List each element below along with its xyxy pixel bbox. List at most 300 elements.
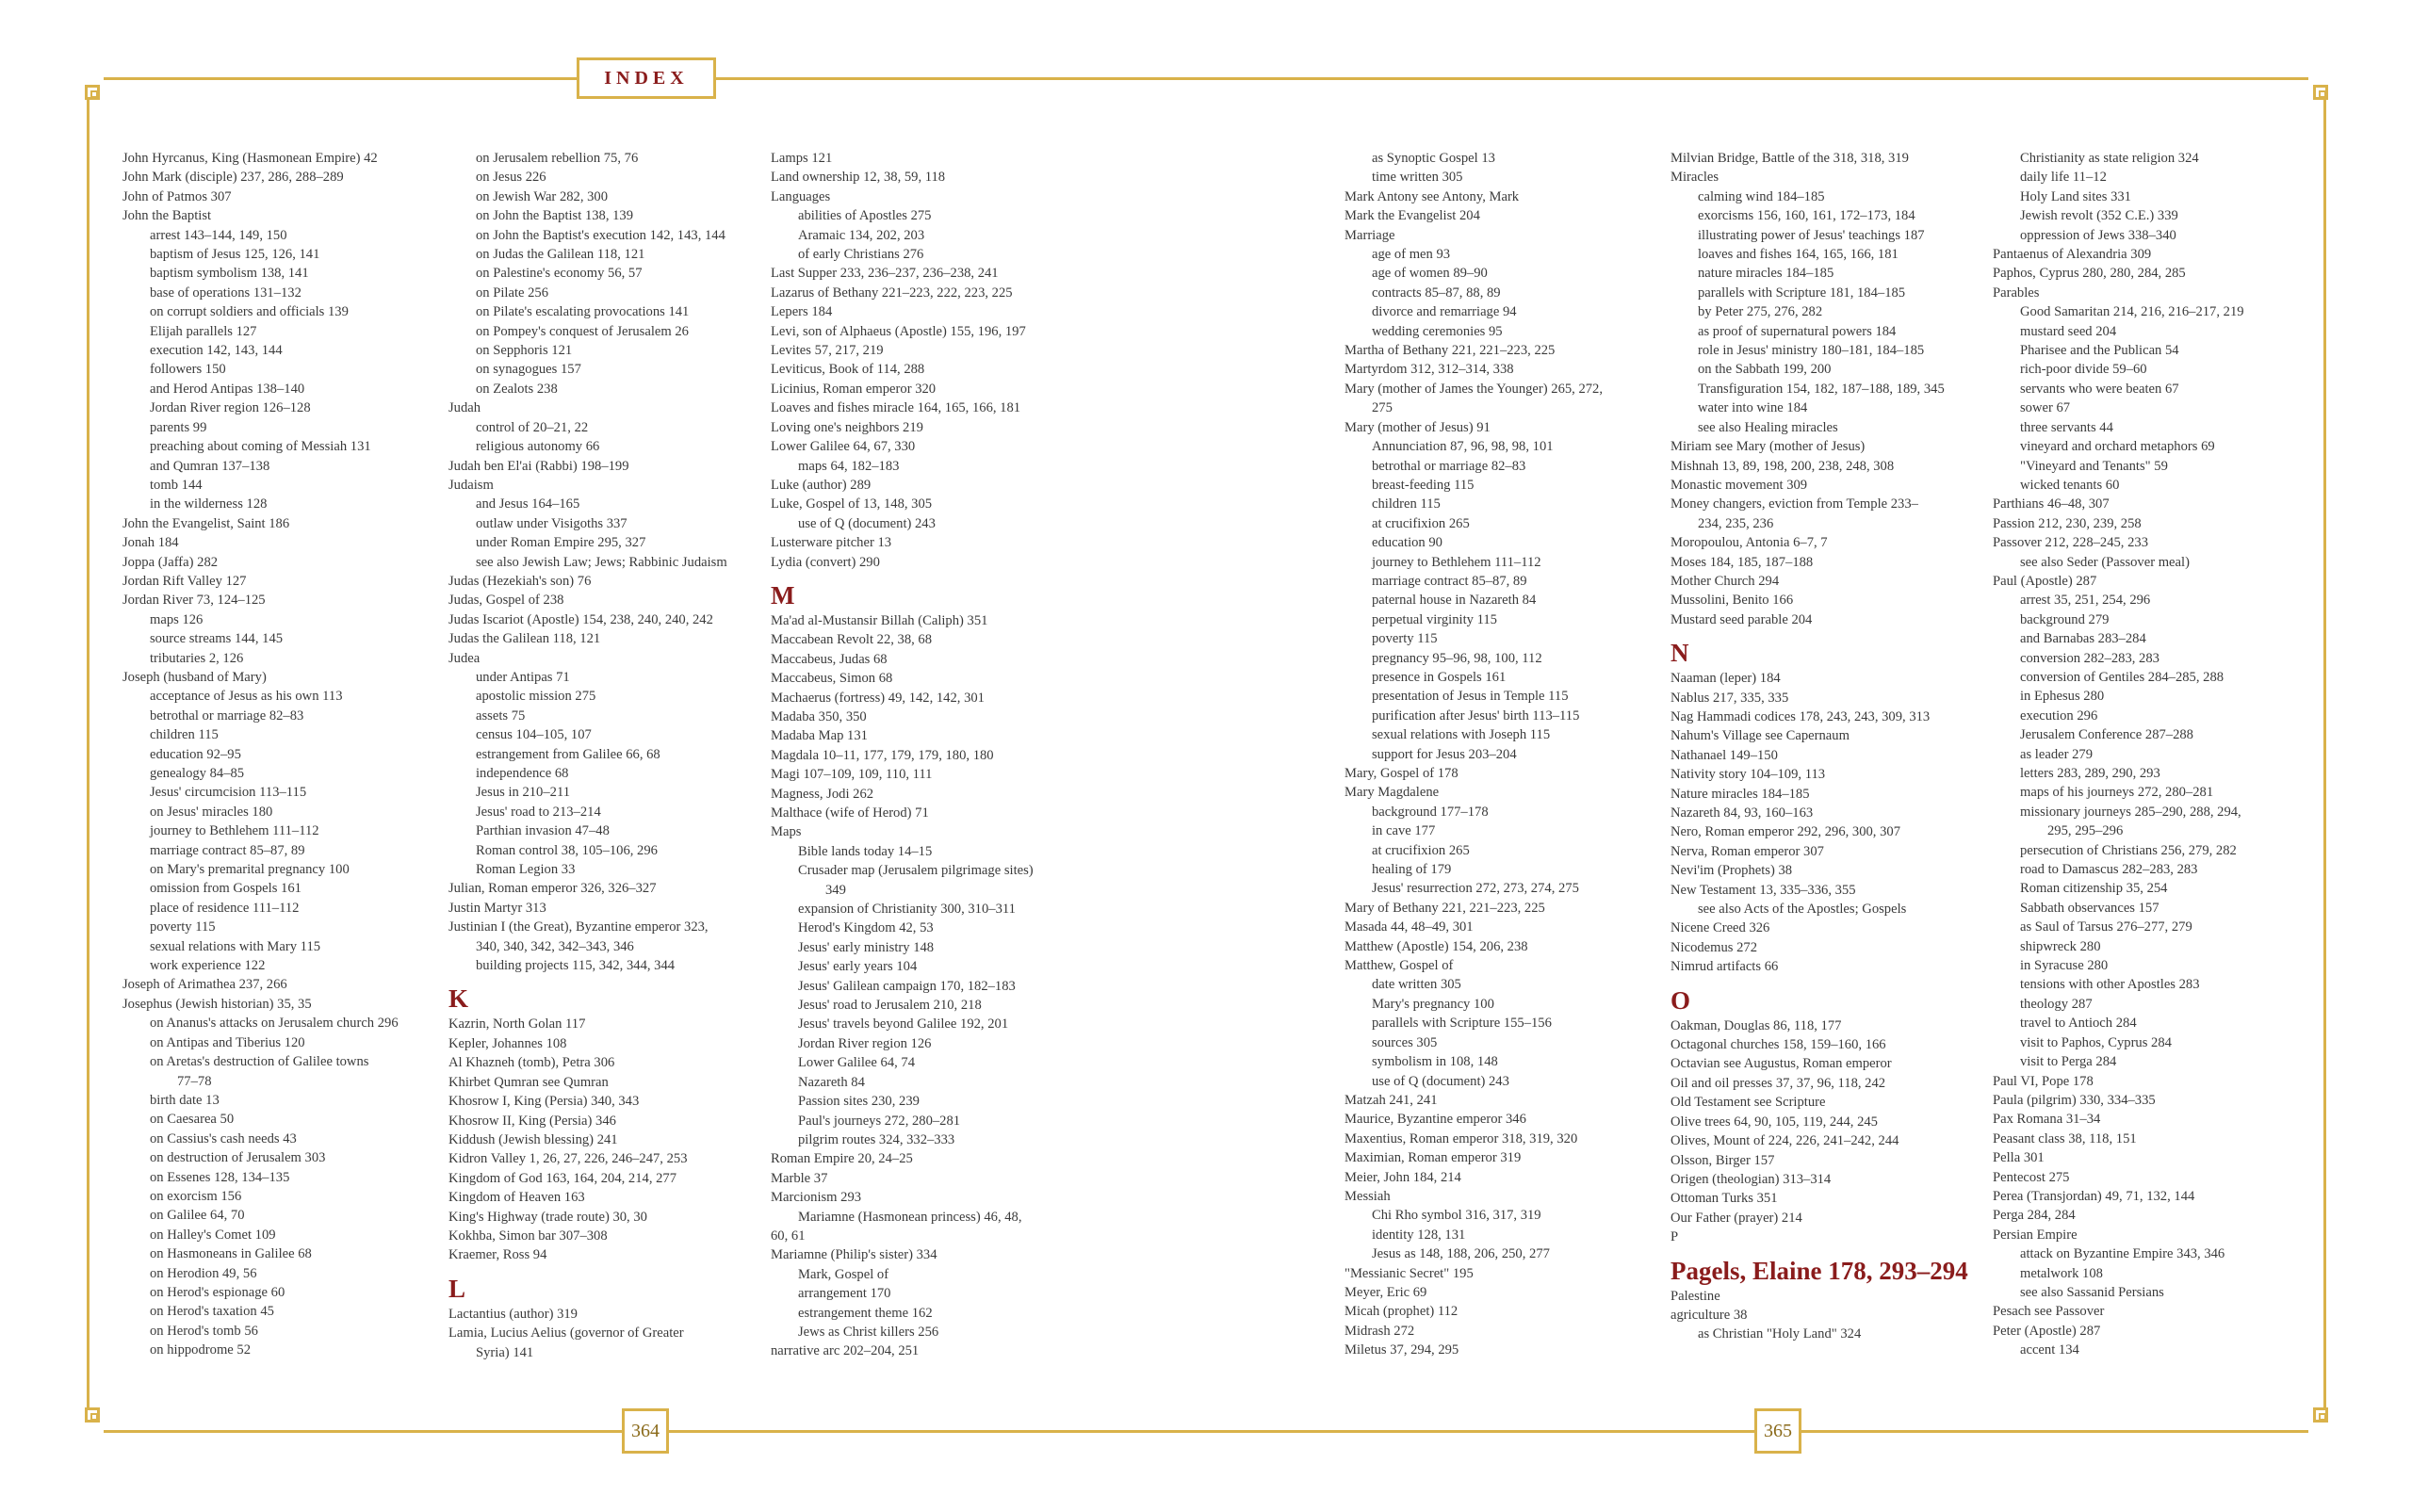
index-entry: Miracles (1670, 170, 1719, 186)
section-letter: L (448, 1274, 466, 1303)
index-entry: on John the Baptist 138, 139 (476, 208, 634, 224)
index-entry: see also Acts of the Apostles; Gospels (1698, 902, 1907, 918)
index-entry: at crucifixion 265 (1372, 842, 1470, 858)
index-entry: Jesus' road to 213–214 (476, 804, 601, 820)
index-entry: Milvian Bridge, Battle of the 318, 318, 319 (1670, 151, 1909, 166)
index-entry: Pentecost 275 (1993, 1169, 2070, 1185)
index-entry: execution 142, 143, 144 (150, 343, 283, 359)
index-entry: Ma'ad al-Mustansir Billah (Caliph) 351 (771, 612, 988, 628)
index-entry: Joseph (husband of Mary) (122, 669, 267, 685)
index-entry: Nicodemus 272 (1670, 939, 1758, 955)
index-entry: Jordan River region 126–128 (150, 400, 311, 416)
index-entry: Matthew, Gospel of (1345, 958, 1454, 974)
index-entry: New Testament 13, 335–336, 355 (1670, 882, 1856, 898)
index-entry: on Essenes 128, 134–135 (150, 1169, 290, 1185)
index-entry: maps of his journeys 272, 280–281 (2020, 785, 2214, 801)
index-entry: Mother Church 294 (1670, 573, 1780, 589)
index-entry: Nag Hammadi codices 178, 243, 243, 309, 313 (1670, 708, 1931, 724)
index-entry: Pantaenus of Alexandria 309 (1993, 247, 2152, 263)
index-entry: Jesus' circumcision 113–115 (150, 785, 307, 801)
index-entry: Maurice, Byzantine emperor 346 (1345, 1112, 1526, 1128)
index-entry: Miriam see Mary (mother of Jesus) (1670, 439, 1866, 455)
index-entry: Lydia (convert) 290 (771, 554, 880, 570)
index-entry: theology 287 (2020, 996, 2093, 1012)
section-letter: Pagels, Elaine 178, 293–294 (1670, 1256, 1968, 1285)
index-entry: symbolism in 108, 148 (1372, 1054, 1498, 1070)
index-entry: Nero, Roman emperor 292, 296, 300, 307 (1670, 824, 1900, 840)
index-entry: on Herod's tomb 56 (150, 1323, 258, 1339)
index-entry: maps 126 (150, 611, 204, 627)
index-entry: Mark the Evangelist 204 (1345, 208, 1480, 224)
index-entry: by Peter 275, 276, 282 (1698, 304, 1823, 320)
index-entry: Jesus' road to Jerusalem 210, 218 (798, 998, 982, 1014)
index-entry: Olives, Mount of 224, 226, 241–242, 244 (1670, 1133, 1899, 1149)
index-entry: Leviticus, Book of 114, 288 (771, 362, 925, 378)
index-entry: shipwreck 280 (2020, 938, 2101, 954)
index-entry: Mary (mother of Jesus) 91 (1345, 419, 1491, 435)
index-entry: agriculture 38 (1670, 1307, 1748, 1323)
index-entry: sexual relations with Joseph 115 (1372, 727, 1551, 743)
index-entry: Perga 284, 284 (1993, 1208, 2076, 1224)
index-entry: Kiddush (Jewish blessing) 241 (448, 1131, 618, 1147)
index-entry: Ottoman Turks 351 (1670, 1191, 1778, 1207)
index-entry: control of 20–21, 22 (476, 419, 589, 435)
index-entry: date written 305 (1372, 977, 1461, 993)
index-entry: rich-poor divide 59–60 (2020, 362, 2147, 378)
frame-bottom-line-a (104, 1430, 622, 1433)
index-entry: Mishnah 13, 89, 198, 200, 238, 248, 308 (1670, 458, 1895, 474)
index-entry: Lamia, Lucius Aelius (governor of Greater (448, 1325, 684, 1341)
index-entry: followers 150 (150, 362, 226, 378)
index-entry: on Jerusalem rebellion 75, 76 (476, 151, 639, 166)
index-entry: Chi Rho symbol 316, 317, 319 (1372, 1208, 1541, 1224)
index-entry: as proof of supernatural powers 184 (1698, 323, 1897, 339)
index-entry: sower 67 (2020, 400, 2071, 416)
index-entry: visit to Perga 284 (2020, 1054, 2117, 1070)
index-entry: Martyrdom 312, 312–314, 338 (1345, 362, 1514, 378)
index-entry: Joseph of Arimathea 237, 266 (122, 977, 287, 993)
index-entry: Marriage (1345, 227, 1395, 243)
index-entry: John Mark (disciple) 237, 286, 288–289 (122, 170, 344, 186)
index-entry: Nerva, Roman emperor 307 (1670, 843, 1824, 859)
index-entry: in Ephesus 280 (2020, 689, 2105, 705)
index-entry: Elijah parallels 127 (150, 323, 257, 339)
index-entry: census 104–105, 107 (476, 727, 592, 743)
index-entry: Annunciation 87, 96, 98, 98, 101 (1372, 439, 1554, 455)
index-entry: Nimrud artifacts 66 (1670, 959, 1779, 975)
index-entry: and Barnabas 283–284 (2020, 631, 2146, 647)
index-entry: sexual relations with Mary 115 (150, 938, 321, 954)
index-entry: accent 134 (2020, 1342, 2079, 1358)
index-entry: 295, 295–296 (2047, 823, 2124, 839)
index-entry: Levites 57, 217, 219 (771, 343, 884, 359)
index-entry: Magness, Jodi 262 (771, 786, 874, 802)
index-entry: "Vineyard and Tenants" 59 (2020, 458, 2168, 474)
index-entry: background 279 (2020, 611, 2110, 627)
index-entry: Nablus 217, 335, 335 (1670, 690, 1789, 706)
index-entry: Moropoulou, Antonia 6–7, 7 (1670, 535, 1828, 551)
index-entry: Pesach see Passover (1993, 1304, 2105, 1320)
index-entry: Jesus' early ministry 148 (798, 939, 935, 955)
index-entry: on Cassius's cash needs 43 (150, 1130, 297, 1146)
index-entry: execution 296 (2020, 707, 2098, 723)
index-entry: purification after Jesus' birth 113–115 (1372, 707, 1580, 723)
index-entry: Mark, Gospel of (798, 1266, 889, 1282)
page-number-left: 364 (622, 1408, 669, 1454)
index-entry: marriage contract 85–87, 89 (1372, 573, 1527, 589)
index-entry: arrest 143–144, 149, 150 (150, 227, 287, 243)
index-entry: Madaba 350, 350 (771, 708, 867, 724)
index-entry: on Pompey's conquest of Jerusalem 26 (476, 323, 689, 339)
index-entry: Persian Empire (1993, 1227, 2078, 1243)
index-entry: Jesus' early years 104 (798, 959, 918, 975)
index-entry: betrothal or marriage 82–83 (1372, 458, 1526, 474)
index-entry: narrative arc 202–204, 251 (771, 1343, 920, 1359)
index-entry: maps 64, 182–183 (798, 458, 900, 474)
index-entry: in the wilderness 128 (150, 496, 268, 512)
index-entry: John Hyrcanus, King (Hasmonean Empire) 42 (122, 151, 378, 166)
index-entry: role in Jesus' ministry 180–181, 184–185 (1698, 343, 1925, 359)
index-entry: metalwork 108 (2020, 1265, 2103, 1281)
index-entry: Aramaic 134, 202, 203 (798, 227, 925, 243)
index-entry: age of women 89–90 (1372, 266, 1488, 282)
index-entry: nature miracles 184–185 (1698, 266, 1834, 282)
index-entry: on the Sabbath 199, 200 (1698, 362, 1832, 378)
index-entry: at crucifixion 265 (1372, 515, 1470, 531)
index-entry: Our Father (prayer) 214 (1670, 1210, 1802, 1226)
index-entry: Nathanael 149–150 (1670, 747, 1778, 763)
index-column-1 (122, 149, 424, 1360)
page-number-right: 365 (1754, 1408, 1801, 1454)
index-entry: Judas (Hezekiah's son) 76 (448, 573, 592, 589)
section-letter: O (1670, 985, 1691, 1015)
frame-right-line (2323, 100, 2326, 1411)
index-entry: Octagonal churches 158, 159–160, 166 (1670, 1037, 1886, 1053)
index-entry: Passion 212, 230, 239, 258 (1993, 515, 2142, 531)
index-entry: Lower Galilee 64, 67, 330 (771, 439, 916, 455)
index-entry: 349 (825, 882, 846, 898)
index-entry: on Sepphoris 121 (476, 343, 573, 359)
index-entry: Money changers, eviction from Temple 233– (1670, 496, 1918, 512)
index-entry: Malthace (wife of Herod) 71 (771, 805, 929, 821)
index-entry: Mary, Gospel of 178 (1345, 766, 1459, 781)
index-entry: on Jesus 226 (476, 170, 546, 186)
index-entry: Jewish revolt (352 C.E.) 339 (2020, 208, 2178, 224)
index-entry: see also Sassanid Persians (2020, 1284, 2164, 1300)
index-entry: Machaerus (fortress) 49, 142, 142, 301 (771, 690, 985, 706)
index-entry: Meyer, Eric 69 (1345, 1284, 1427, 1300)
index-entry: Maccabeus, Simon 68 (771, 671, 893, 687)
index-entry: Lactantius (author) 319 (448, 1306, 578, 1322)
index-entry: under Antipas 71 (476, 669, 570, 685)
index-entry: Roman control 38, 105–106, 296 (476, 842, 658, 858)
frame-top-line-right (716, 77, 2308, 80)
index-entry: divorce and remarriage 94 (1372, 304, 1517, 320)
index-entry: Jonah 184 (122, 535, 179, 551)
index-entry: 77–78 (177, 1073, 212, 1089)
index-entry: on Jesus' miracles 180 (150, 804, 273, 820)
index-entry: Miletus 37, 294, 295 (1345, 1342, 1459, 1358)
index-entry: Mary of Bethany 221, 221–223, 225 (1345, 900, 1545, 916)
frame-left-line (87, 100, 90, 1411)
index-entry: Maccabean Revolt 22, 38, 68 (771, 632, 933, 648)
index-entry: outlaw under Visigoths 337 (476, 515, 627, 531)
index-entry: Languages (771, 188, 831, 204)
index-entry: Kingdom of Heaven 163 (448, 1190, 585, 1206)
index-column-6 (1993, 149, 2294, 1360)
index-entry: Bible lands today 14–15 (798, 843, 933, 859)
index-entry: wicked tenants 60 (2020, 477, 2120, 493)
index-entry: on Pilate 256 (476, 285, 549, 301)
index-entry: servants who were beaten 67 (2020, 381, 2179, 397)
index-entry: Lamps 121 (771, 151, 833, 166)
index-entry: Jesus in 210–211 (476, 785, 570, 801)
index-entry: Maps (771, 824, 802, 840)
index-entry: visit to Paphos, Cyprus 284 (2020, 1034, 2172, 1050)
index-entry: Paul VI, Pope 178 (1993, 1073, 2094, 1089)
index-entry: on Judas the Galilean 118, 121 (476, 247, 645, 263)
index-entry: presence in Gospels 161 (1372, 669, 1507, 685)
index-entry: Transfiguration 154, 182, 187–188, 189, 345 (1698, 381, 1945, 397)
index-entry: apostolic mission 275 (476, 689, 596, 705)
index-entry: Loving one's neighbors 219 (771, 419, 923, 435)
index-entry: arrangement 170 (798, 1286, 891, 1302)
index-entry: on Halley's Comet 109 (150, 1227, 276, 1243)
index-entry: Midrash 272 (1345, 1323, 1415, 1339)
index-entry: on Jewish War 282, 300 (476, 188, 609, 204)
index-entry: Jesus' resurrection 272, 273, 274, 275 (1372, 881, 1579, 897)
index-entry: presentation of Jesus in Temple 115 (1372, 689, 1569, 705)
index-entry: Land ownership 12, 38, 59, 118 (771, 170, 946, 186)
index-entry: children 115 (1372, 496, 1441, 512)
index-entry: Nazareth 84 (798, 1074, 865, 1090)
index-entry: Olive trees 64, 90, 105, 119, 244, 245 (1670, 1114, 1878, 1130)
index-entry: oppression of Jews 338–340 (2020, 227, 2176, 243)
index-entry: on Aretas's destruction of Galilee towns (150, 1054, 369, 1070)
index-entry: Justinian I (the Great), Byzantine emperor 323, (448, 919, 709, 935)
index-entry: Judas, Gospel of 238 (448, 593, 564, 609)
index-entry: daily life 11–12 (2020, 170, 2107, 186)
index-entry: John the Baptist (122, 208, 212, 224)
index-entry: tributaries 2, 126 (150, 650, 244, 666)
index-entry: Judah ben El'ai (Rabbi) 198–199 (448, 458, 629, 474)
index-entry: Jordan Rift Valley 127 (122, 573, 247, 589)
index-entry: Nazareth 84, 93, 160–163 (1670, 805, 1814, 821)
index-entry: source streams 144, 145 (150, 631, 284, 647)
index-entry: on Herod's espionage 60 (150, 1284, 285, 1300)
index-entry: paternal house in Nazareth 84 (1372, 593, 1537, 609)
index-entry: Magdala 10–11, 177, 179, 179, 180, 180 (771, 747, 994, 763)
index-entry: poverty 115 (150, 919, 216, 935)
index-entry: letters 283, 289, 290, 293 (2020, 766, 2160, 781)
index-entry: attack on Byzantine Empire 343, 346 (2020, 1246, 2225, 1262)
index-entry: Pella 301 (1993, 1150, 2045, 1166)
index-entry: Parthian invasion 47–48 (476, 823, 610, 839)
index-entry: tomb 144 (150, 477, 203, 493)
index-entry: identity 128, 131 (1372, 1227, 1466, 1243)
index-entry: on Galilee 64, 70 (150, 1208, 245, 1224)
index-entry: Mariamne (Hasmonean princess) 46, 48, (798, 1209, 1022, 1225)
index-entry: Jordan River 73, 124–125 (122, 593, 266, 609)
index-entry: omission from Gospels 161 (150, 881, 302, 897)
index-entry: Jesus as 148, 188, 206, 250, 277 (1372, 1246, 1550, 1262)
index-entry: Maximian, Roman emperor 319 (1345, 1150, 1522, 1166)
index-entry: Maccabeus, Judas 68 (771, 651, 888, 667)
index-entry: and Herod Antipas 138–140 (150, 381, 305, 397)
index-entry: on Hasmoneans in Galilee 68 (150, 1246, 312, 1262)
index-entry: genealogy 84–85 (150, 766, 245, 781)
index-entry: place of residence 111–112 (150, 900, 300, 916)
index-entry: 275 (1372, 400, 1393, 416)
index-entry: Lower Galilee 64, 74 (798, 1055, 916, 1071)
index-entry: Octavian see Augustus, Roman emperor (1670, 1056, 1892, 1072)
index-entry: expansion of Christianity 300, 310–311 (798, 902, 1016, 918)
index-entry: persecution of Christians 256, 279, 282 (2020, 842, 2237, 858)
frame-corner-ornament (2313, 85, 2328, 100)
index-entry: Nicene Creed 326 (1670, 920, 1770, 936)
index-entry: under Roman Empire 295, 327 (476, 535, 646, 551)
index-entry: vineyard and orchard metaphors 69 (2020, 439, 2215, 455)
index-entry: see also Jewish Law; Jews; Rabbinic Judaism (476, 554, 727, 570)
index-entry: children 115 (150, 727, 219, 743)
index-entry: Micah (prophet) 112 (1345, 1304, 1459, 1320)
index-entry: John the Evangelist, Saint 186 (122, 515, 290, 531)
index-entry: Pharisee and the Publican 54 (2020, 343, 2179, 359)
index-entry: on Zealots 238 (476, 381, 558, 397)
index-entry: Kidron Valley 1, 26, 27, 226, 246–247, 253 (448, 1151, 688, 1167)
index-column-5 (1670, 149, 1972, 1344)
index-entry: Magi 107–109, 109, 110, 111 (771, 767, 933, 783)
index-entry: and Jesus 164–165 (476, 496, 580, 512)
index-entry: Kepler, Johannes 108 (448, 1035, 567, 1051)
index-entry: Parthians 46–48, 307 (1993, 496, 2110, 512)
index-entry: King's Highway (trade route) 30, 30 (448, 1209, 647, 1225)
index-entry: Crusader map (Jerusalem pilgrimage sites) (798, 863, 1034, 879)
index-entry: wedding ceremonies 95 (1372, 323, 1503, 339)
index-entry: Judas the Galilean 118, 121 (448, 631, 601, 647)
index-entry: Nevi'im (Prophets) 38 (1670, 863, 1793, 879)
index-entry: John of Patmos 307 (122, 188, 232, 204)
index-entry: of early Christians 276 (798, 247, 924, 263)
index-entry: on Caesarea 50 (150, 1112, 235, 1128)
index-entry: Passion sites 230, 239 (798, 1094, 920, 1110)
section-letter: M (771, 580, 795, 610)
index-entry: healing of 179 (1372, 862, 1452, 878)
index-entry: contracts 85–87, 88, 89 (1372, 285, 1501, 301)
index-entry: on exorcism 156 (150, 1188, 242, 1204)
index-entry: "Messianic Secret" 195 (1345, 1265, 1474, 1281)
index-entry: building projects 115, 342, 344, 344 (476, 958, 676, 974)
index-entry: independence 68 (476, 766, 569, 781)
index-entry: arrest 35, 251, 254, 296 (2020, 593, 2151, 609)
index-entry: Paul's journeys 272, 280–281 (798, 1113, 961, 1129)
index-entry: Madaba Map 131 (771, 728, 868, 744)
index-entry: in cave 177 (1372, 823, 1436, 839)
index-entry: baptism of Jesus 125, 126, 141 (150, 247, 320, 263)
index-entry: Mariamne (Philip's sister) 334 (771, 1247, 937, 1263)
index-entry: use of Q (document) 243 (1372, 1073, 1509, 1089)
index-entry: Pax Romana 31–34 (1993, 1112, 2101, 1128)
index-entry: Peasant class 38, 118, 151 (1993, 1130, 2137, 1146)
index-entry: Roman Empire 20, 24–25 (771, 1151, 913, 1167)
index-entry: pregnancy 95–96, 98, 100, 112 (1372, 650, 1542, 666)
index-entry: Kokhba, Simon bar 307–308 (448, 1227, 608, 1244)
index-column-4 (1345, 149, 1646, 1360)
index-entry: Mary's pregnancy 100 (1372, 996, 1494, 1012)
index-entry: on Pilate's escalating provocations 141 (476, 304, 690, 320)
index-entry: water into wine 184 (1698, 400, 1808, 416)
index-entry: Khirbet Qumran see Qumran (448, 1074, 609, 1090)
index-entry: Nativity story 104–109, 113 (1670, 767, 1826, 783)
index-entry: background 177–178 (1372, 804, 1489, 820)
index-entry: on hippodrome 52 (150, 1342, 252, 1358)
index-entry: Luke (author) 289 (771, 477, 872, 493)
index-entry: journey to Bethlehem 111–112 (1372, 554, 1541, 570)
index-entry: Loaves and fishes miracle 164, 165, 166, 181 (771, 400, 1021, 416)
index-entry: on destruction of Jerusalem 303 (150, 1150, 326, 1166)
index-entry: sources 305 (1372, 1034, 1438, 1050)
index-entry: Roman citizenship 35, 254 (2020, 881, 2168, 897)
index-entry: Old Testament see Scripture (1670, 1095, 1826, 1111)
index-entry: use of Q (document) 243 (798, 515, 936, 531)
index-entry: Paul (Apostle) 287 (1993, 573, 2097, 589)
index-entry: Paphos, Cyprus 280, 280, 284, 285 (1993, 266, 2186, 282)
frame-corner-ornament (85, 1407, 100, 1423)
index-entry: 60, 61 (771, 1227, 806, 1244)
index-entry: on Palestine's economy 56, 57 (476, 266, 643, 282)
index-entry: Palestine (1670, 1288, 1720, 1304)
index-entry: Mary Magdalene (1345, 785, 1440, 801)
index-column-2 (448, 149, 750, 1362)
index-entry: as leader 279 (2020, 746, 2093, 762)
index-entry: Luke, Gospel of 13, 148, 305 (771, 496, 933, 512)
index-entry: three servants 44 (2020, 419, 2113, 435)
index-entry: calming wind 184–185 (1698, 188, 1825, 204)
index-entry: Marcionism 293 (771, 1190, 862, 1206)
index-entry: as Christian "Holy Land" 324 (1698, 1326, 1862, 1342)
index-entry: mustard seed 204 (2020, 323, 2117, 339)
index-entry: Khosrow I, King (Persia) 340, 343 (448, 1094, 640, 1110)
index-entry: Matzah 241, 241 (1345, 1092, 1438, 1108)
index-entry: tensions with other Apostles 283 (2020, 977, 2200, 993)
index-entry: on Herod's taxation 45 (150, 1304, 274, 1320)
index-entry: see also Seder (Passover meal) (2020, 554, 2190, 570)
index-entry: time written 305 (1372, 170, 1463, 186)
index-entry: Jesus' Galilean campaign 170, 182–183 (798, 978, 1016, 994)
index-entry: 234, 235, 236 (1698, 515, 1774, 531)
index-entry: education 92–95 (150, 746, 241, 762)
index-entry: Messiah (1345, 1188, 1391, 1204)
index-entry: Holy Land sites 331 (2020, 188, 2131, 204)
index-entry: Mustard seed parable 204 (1670, 611, 1813, 627)
frame-corner-ornament (2313, 1407, 2328, 1423)
index-entry: Parables (1993, 285, 2040, 301)
index-entry: as Synoptic Gospel 13 (1372, 151, 1495, 166)
index-entry: breast-feeding 115 (1372, 477, 1475, 493)
frame-bottom-line-b (669, 1430, 1754, 1433)
frame-bottom-line-c (1801, 1430, 2308, 1433)
index-entry: loaves and fishes 164, 165, 166, 181 (1698, 247, 1899, 263)
index-entry: Mark Antony see Antony, Mark (1345, 188, 1520, 204)
index-entry: on corrupt soldiers and officials 139 (150, 304, 349, 320)
index-entry: on John the Baptist's execution 142, 143, 144 (476, 227, 725, 243)
index-entry: Sabbath observances 157 (2020, 900, 2159, 916)
index-entry: Peter (Apostle) 287 (1993, 1323, 2101, 1339)
index-entry: Monastic movement 309 (1670, 477, 1808, 493)
index-entry: Martha of Bethany 221, 221–223, 225 (1345, 343, 1556, 359)
index-entry: Meier, John 184, 214 (1345, 1169, 1461, 1185)
frame-corner-ornament (85, 85, 100, 100)
